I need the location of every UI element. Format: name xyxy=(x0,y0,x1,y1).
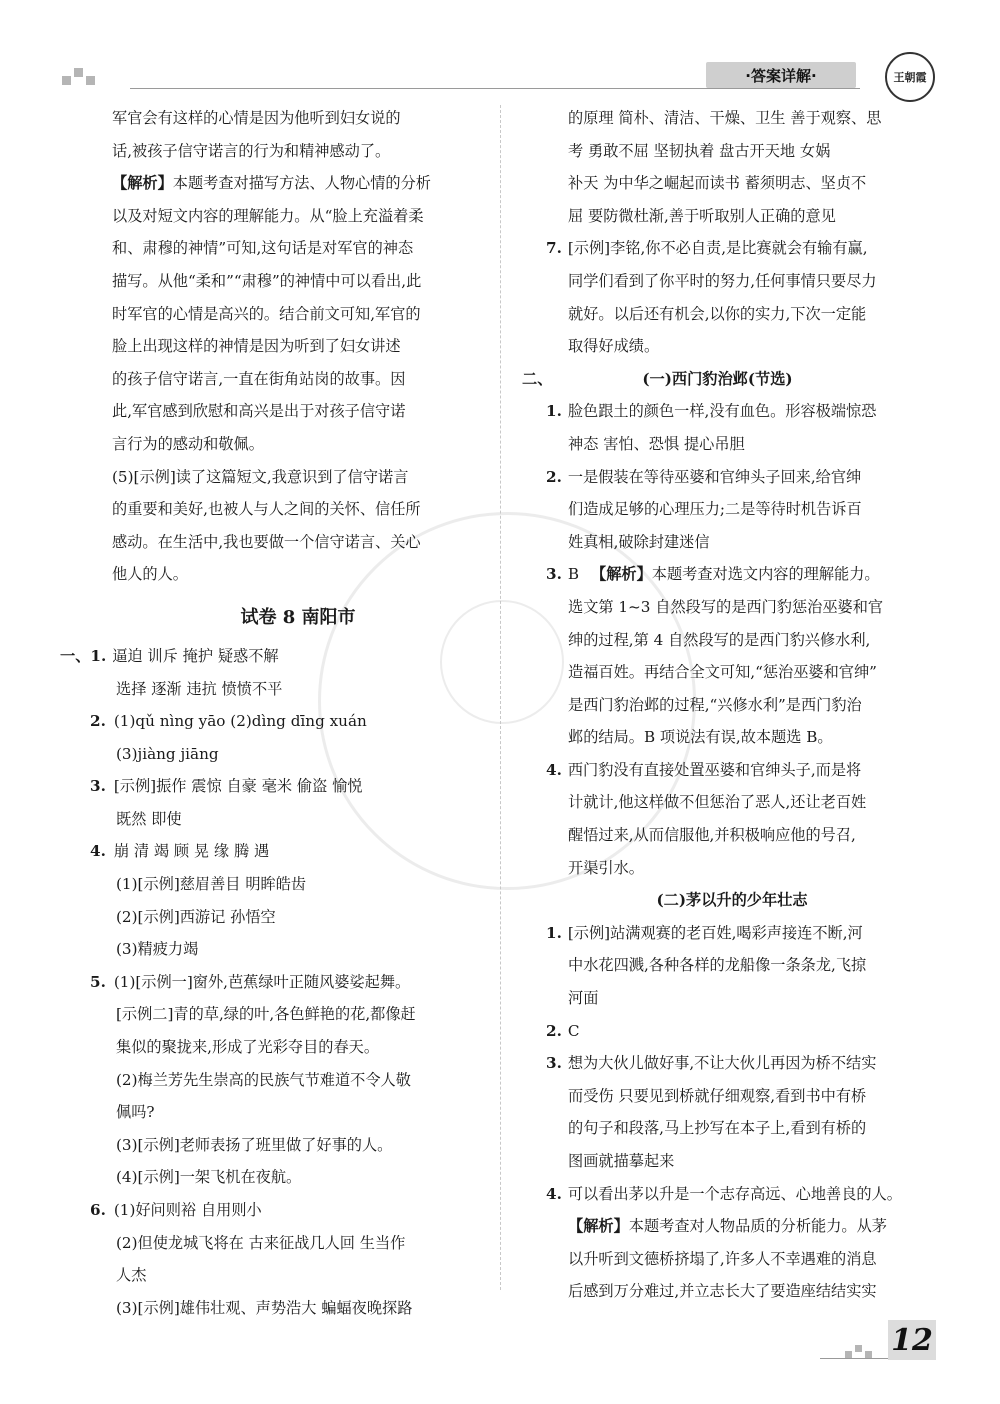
text-line: (2)[示例]西游记 孙悟空 xyxy=(116,907,276,926)
section-number: 一、1. xyxy=(60,646,107,665)
subsection-title: (一)西门豹治邺(节选) xyxy=(642,369,793,388)
question-number: 6. xyxy=(90,1201,106,1219)
text-line: 补天 为中华之崛起而读书 蓄须明志、坚贞不 xyxy=(568,174,867,193)
question-number: 2. xyxy=(546,467,562,486)
text-line: 是西门豹治邺的过程,“兴修水利”是西门豹治 xyxy=(568,695,862,714)
question-number: 4. xyxy=(546,760,562,779)
analysis-line xyxy=(522,1210,942,1243)
text-line: 取得好成绩。 xyxy=(568,337,660,356)
text-line: 以及对短文内容的理解能力。从“脸上充溢着柔 xyxy=(112,206,424,225)
text-line: (2)但使龙城飞将在 古来征战几人回 生当作 xyxy=(116,1233,406,1252)
text-line: 和、肃穆的神情”可知,这句话是对军官的神态 xyxy=(112,239,414,258)
question-number: 4. xyxy=(90,842,106,861)
publisher-logo xyxy=(885,52,935,102)
q1-text: 逼迫 训斥 掩护 疑惑不解 xyxy=(112,646,279,665)
q2-line xyxy=(90,705,484,738)
text-line: (4)[示例]一架飞机在夜航。 xyxy=(116,1168,302,1187)
text-line: 描写。从他“柔和”“肃穆”的神情中可以看出,此 xyxy=(112,271,422,290)
text-line: 言行为的感动和敬佩。 xyxy=(112,434,264,453)
text-line: 的重要和美好,也被人与人之间的关怀、信任所 xyxy=(112,500,421,519)
text-line: (3)[示例]老师表扬了班里做了好事的人。 xyxy=(116,1135,393,1154)
question-number: 1. xyxy=(546,923,562,942)
question-number: 4. xyxy=(546,1184,562,1203)
text-line: [示例二]青的草,绿的叶,各色鲜艳的花,都像赶 xyxy=(116,1005,416,1024)
b4-line xyxy=(522,1178,942,1211)
column-divider xyxy=(500,105,501,1290)
q6-line xyxy=(90,1194,484,1227)
b1-line xyxy=(522,917,942,950)
q3-text: [示例]振作 震惊 自豪 毫米 偷盗 愉悦 xyxy=(113,777,363,796)
b4-analysis-text: 本题考查对人物品质的分析能力。从茅 xyxy=(628,1217,887,1236)
a3-answer: B xyxy=(567,565,580,584)
a4-line xyxy=(522,754,942,787)
text-line: (1)[示例]慈眉善目 明眸皓齿 xyxy=(116,875,307,894)
question-number: 1. xyxy=(546,402,562,421)
a3-line xyxy=(522,558,942,591)
text-line: 选文第 1~3 自然段写的是西门豹惩治巫婆和官 xyxy=(568,597,884,616)
b2-text: C xyxy=(567,1021,580,1040)
q3-line xyxy=(90,770,484,803)
analysis-label: 【解析】 xyxy=(112,174,173,193)
text-line: 中水花四溅,各种各样的龙船像一条条龙,飞掠 xyxy=(568,956,867,975)
text-line: 神态 害怕、恐惧 提心吊胆 xyxy=(568,434,745,453)
question-number: 3. xyxy=(546,1054,562,1073)
text-line: 造福百姓。再结合全文可知,“惩治巫婆和官绅” xyxy=(568,663,877,682)
section-two-line xyxy=(522,363,942,396)
q5-line xyxy=(90,966,484,999)
analysis-line xyxy=(112,167,484,200)
text-line: 同学们看到了你平时的努力,任何事情只要尽力 xyxy=(568,271,877,290)
text-line: 人杰 xyxy=(116,1266,147,1285)
header-rule xyxy=(130,88,860,89)
b3-text: 想为大伙儿做好事,不让大伙儿再因为桥不结实 xyxy=(567,1054,877,1073)
text-line: (5)[示例]读了这篇短文,我意识到了信守诺言 xyxy=(112,467,409,486)
text-line: 们造成足够的心理压力;二是等待时机告诉百 xyxy=(568,500,862,519)
text-line: 以升听到文德桥挤塌了,许多人不幸遇难的消息 xyxy=(568,1249,877,1268)
header-decoration xyxy=(62,64,102,88)
section-number: 二、 xyxy=(522,369,553,388)
analysis-text: 本题考查对描写方法、人物心情的分析 xyxy=(172,174,431,193)
a4-text: 西门豹没有直接处置巫婆和官绅头子,而是将 xyxy=(567,760,862,779)
text-line: 集似的聚拢来,形成了光彩夺目的春天。 xyxy=(116,1038,380,1057)
text-line: 计就计,他这样做不但惩治了恶人,还让老百姓 xyxy=(568,793,867,812)
text-line: 的孩子信守诺言,一直在街角站岗的故事。因 xyxy=(112,369,406,388)
text-line: 军官会有这样的心情是因为他听到妇女说的 xyxy=(112,109,401,127)
text-line: (2)梅兰芳先生崇高的民族气节难道不令人敬 xyxy=(116,1070,411,1089)
page-number: 12 xyxy=(888,1320,936,1360)
q2-text: (1)qǔ nìng yāo (2)dìng dīng xuán xyxy=(113,712,367,731)
text-line: 话,被孩子信守诺言的行为和精神感动了。 xyxy=(112,141,391,160)
question-number: 3. xyxy=(546,565,562,584)
a2-line xyxy=(522,461,942,494)
text-line: 佩吗? xyxy=(116,1103,155,1122)
text-line: 河面 xyxy=(568,989,599,1008)
text-line: 图画就描摹起来 xyxy=(568,1152,675,1170)
logo-text: 王朝霞 xyxy=(893,71,927,84)
text-line: 考 勇敢不屈 坚韧执着 盘古开天地 女娲 xyxy=(568,141,831,160)
text-line: 邺的结局。B 项说法有误,故本题选 B。 xyxy=(568,728,833,747)
subsection-title: (二)茅以升的少年壮志 xyxy=(656,891,808,910)
text-line: (3)[示例]雄伟壮观、声势浩大 蝙蝠夜晚探路 xyxy=(116,1298,413,1317)
text-line: 脸上出现这样的神情是因为听到了妇女讲述 xyxy=(112,337,401,356)
text-line: 的原理 简朴、清洁、干燥、卫生 善于观察、思 xyxy=(568,109,882,127)
test-title: 试卷 8 南阳市 xyxy=(240,606,356,628)
a3-text: 本题考查对选文内容的理解能力。 xyxy=(651,565,880,584)
text-line: 他人的人。 xyxy=(112,565,188,584)
text-line: 就好。以后还有机会,以你的实力,下次一定能 xyxy=(568,304,867,323)
b4-text: 可以看出茅以升是一个志存高远、心地善良的人。 xyxy=(567,1184,902,1203)
analysis-label: 【解析】 xyxy=(568,1217,629,1236)
text-line: 感动。在生活中,我也要做一个信守诺言、关心 xyxy=(112,532,421,551)
footer-rule xyxy=(820,1358,888,1359)
text-line: 而受伤 只要见到桥就仔细观察,看到书中有桥 xyxy=(568,1086,867,1105)
text-line: (3)jiàng jiāng xyxy=(116,744,219,763)
question-number: 3. xyxy=(90,777,106,796)
analysis-label: 【解析】 xyxy=(591,565,652,584)
question-number: 7. xyxy=(546,239,562,258)
text-line: 后感到万分难过,并立志长大了要造座结结实实 xyxy=(568,1282,877,1301)
text-line: 的句子和段落,马上抄写在本子上,看到有桥的 xyxy=(568,1119,867,1138)
a1-line xyxy=(522,395,942,428)
b1-text: [示例]站满观赛的老百姓,喝彩声接连不断,河 xyxy=(567,923,863,942)
text-line: 醒悟过来,从而信服他,并积极响应他的号召, xyxy=(568,826,856,845)
q4-line xyxy=(90,835,484,868)
q4-text: 崩 清 竭 顾 晃 缘 腾 遇 xyxy=(113,842,270,861)
q7-text: [示例]李铭,你不必自责,是比赛就会有输有赢, xyxy=(567,239,868,258)
text-line: 绅的过程,第 4 自然段写的是西门豹兴修水利, xyxy=(568,630,871,649)
left-column xyxy=(60,102,484,1324)
text-line: 时军官的心情是高兴的。结合前文可知,军官的 xyxy=(112,304,421,323)
text-line: 选择 逐渐 违抗 愤愤不平 xyxy=(116,679,283,698)
header-banner: ·答案详解· xyxy=(706,62,856,88)
text-line: 开渠引水。 xyxy=(568,858,644,877)
a2-text: 一是假装在等待巫婆和官绅头子回来,给官绅 xyxy=(567,467,862,486)
q7-line xyxy=(522,232,942,265)
question-number: 5. xyxy=(90,972,106,991)
text-line: 既然 即使 xyxy=(116,809,182,828)
q1-line xyxy=(60,640,484,673)
q5-text: (1)[示例一]窗外,芭蕉绿叶正随风婆娑起舞。 xyxy=(113,972,411,991)
question-number: 2. xyxy=(546,1021,562,1040)
footer-decoration xyxy=(845,1345,881,1359)
text-line: 姓真相,破除封建迷信 xyxy=(568,532,710,551)
text-line: 此,军官感到欣慰和高兴是出于对孩子信守诺 xyxy=(112,402,406,421)
q6-text: (1)好问则裕 自用则小 xyxy=(113,1201,262,1219)
b3-line xyxy=(522,1047,942,1080)
b2-line xyxy=(522,1015,942,1048)
text-line: (3)精疲力竭 xyxy=(116,940,199,959)
right-column xyxy=(522,102,942,1308)
question-number: 2. xyxy=(90,712,106,731)
text-line: 屈 要防微杜渐,善于听取别人正确的意见 xyxy=(568,206,836,225)
a1-text: 脸色跟土的颜色一样,没有血色。形容极端惊恐 xyxy=(567,402,877,421)
